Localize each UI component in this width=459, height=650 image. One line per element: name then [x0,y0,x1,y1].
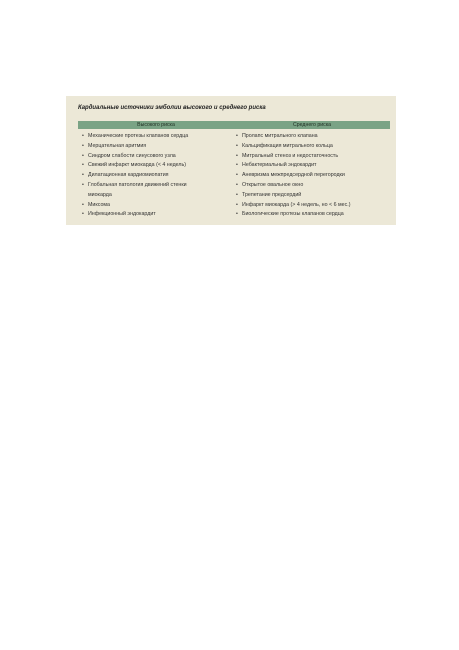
list-item [82,181,232,191]
bullet: • [82,142,84,149]
table-header-row [78,121,390,129]
list-item [236,181,392,191]
list-item [236,191,392,201]
list-item [82,152,232,162]
bullet: • [236,133,238,139]
list-item-continuation [82,191,232,201]
high-risk-list [82,132,232,220]
bullet: • [236,211,238,218]
bullet: • [82,133,84,139]
column-header-high-risk: Высокого риска [137,122,175,128]
list-item-text: Синдром слабости синусового узла [88,152,176,159]
list-item-text: Открытое овальное окно [242,181,304,188]
list-item [82,132,232,142]
list-item [82,171,232,181]
bullet: • [82,172,84,179]
bullet: • [236,152,238,159]
bullet: • [82,181,84,188]
list-item-text: Свежий инфаркт миокарда (< 4 недель) [88,162,187,169]
list-item-text: Пролапс митрального клапана [242,133,318,139]
table-title: Кардиальные источники эмболии высокого и среднего риска [78,105,266,111]
list-item-text: Трепетание предсердий [242,191,302,198]
bullet: • [236,162,238,169]
bullet: • [82,152,84,159]
list-item-text: Механические протезы клапанов сердца [88,133,189,139]
list-item [236,132,392,142]
list-item-text: Миксома [88,201,110,208]
list-item-text: Инфаркт миокарда (> 4 недель, но < 6 мес.) [242,201,351,208]
column-header-medium-risk: Среднего риска [293,122,331,128]
bullet: • [236,181,238,188]
list-item-text: Митральный стеноз и недостаточность [242,152,339,159]
list-item-text: Инфекционный эндокардит [88,211,156,218]
bullet: • [236,191,238,198]
list-item [82,201,232,211]
bullet: • [236,172,238,179]
list-item-text: Дилатационная кардиомиопатия [88,172,169,179]
list-item-text: миокарда [88,191,112,198]
list-item [82,210,232,220]
list-item-text: Глобальная патология движений стенки [88,181,187,188]
list-item [236,201,392,211]
bullet: • [82,211,84,218]
list-item-text: Небактериальный эндокардит [242,162,317,169]
list-item [82,161,232,171]
list-item [236,142,392,152]
bullet: • [236,142,238,149]
list-item [236,210,392,220]
list-item-text: Кальцификация митрального кольца [242,142,333,149]
list-item-text: Биологические протезы клапанов сердца [242,211,344,218]
bullet: • [82,162,84,169]
embolism-risk-table [66,96,396,225]
list-item [82,142,232,152]
list-item [236,171,392,181]
medium-risk-list [236,132,392,220]
list-item [236,161,392,171]
list-item-text: Мерцательная аритмия [88,142,147,149]
list-item [236,152,392,162]
bullet: • [236,201,238,208]
list-item-text: Аневризма межпредсердной перегородки [242,172,345,179]
bullet: • [82,201,84,208]
